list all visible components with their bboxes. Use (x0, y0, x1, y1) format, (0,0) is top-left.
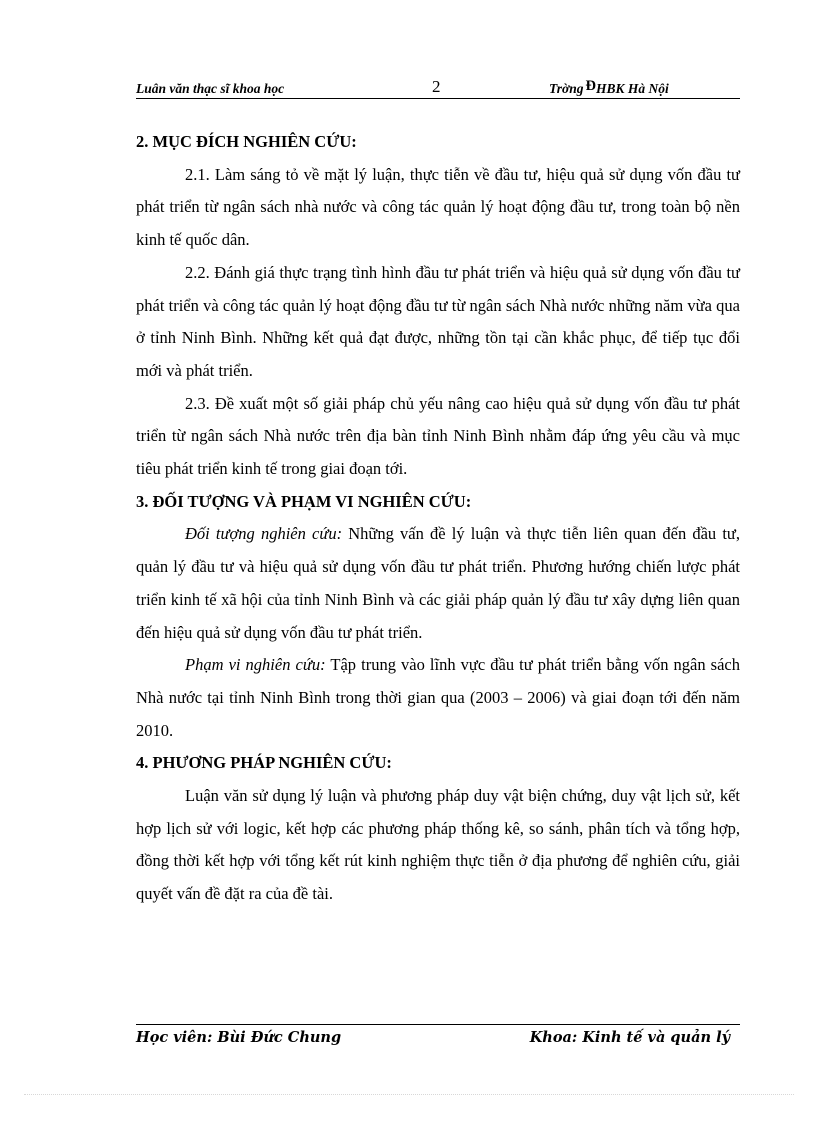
footer-faculty: Khoa: Kinh tế và quản lý (529, 1029, 730, 1046)
scope-range-paragraph (136, 649, 740, 747)
scope-object-text: Những vấn đề lý luận và thực tiễn liên quan đến đầu tư, quản lý đầu tư và hiệu quả sử dụng vốn đầu tư phát triển. Phương hướng chiến lược phát triển kinh tế xã hội của tỉnh Ninh Bình và các giải pháp quản lý đầu tư xây dựng liên quan đến hiệu quả sử dụng vốn đầu tư phát triển. (136, 524, 740, 642)
footer-student: Học viên: Bùi Đức Chung (136, 1029, 342, 1046)
purpose-paragraph-1: 2.1. Làm sáng tỏ về mặt lý luận, thực tiễn về đầu tư, hiệu quả sử dụng vốn đầu tư phát triển từ ngân sách nhà nước và công tác quản lý hoạt động đầu tư, trong toàn bộ nền kinh tế quốc dân. (136, 164, 740, 250)
section-heading-method: 4. PHƯƠNG PHÁP NGHIÊN CỨU: (136, 753, 392, 773)
header-thesis-title: Luân văn thạc sĩ khoa học (136, 81, 285, 96)
page-header (136, 76, 740, 99)
scope-range-text: Tập trung vào lĩnh vực đầu tư phát triển bằng vốn ngân sách Nhà nước tại tỉnh Ninh Bình trong thời gian qua (2003 – 2006) và giai đoạn tới đến năm 2010. (136, 655, 740, 740)
scope-range-lead: Phạm vi nghiên cứu: (185, 655, 326, 675)
page-number: 2 (432, 77, 441, 96)
page-body (136, 126, 740, 911)
page-edge-divider (24, 1094, 794, 1095)
method-paragraph: Luận văn sử dụng lý luận và phương pháp duy vật biện chứng, duy vật lịch sử, kết hợp lịch sử với logic, kết hợp các phương pháp thống kê, so sánh, phân tích và tổng hợp, đồng thời kết hợp với tổng kết rút kinh nghiệm thực tiễn ở địa phương để nghiên cứu, giải quyết vấn đề đặt ra của đề tài. (136, 786, 740, 904)
page-footer (136, 1024, 740, 1046)
header-university-prefix: Trờng (549, 81, 584, 96)
section-heading-scope: 3. ĐỐI TƯỢNG VÀ PHẠM VI NGHIÊN CỨU: (136, 491, 472, 511)
header-university-sup: Đ (585, 78, 596, 94)
scope-object-lead: Đối tượng nghiên cứu: (185, 524, 343, 544)
purpose-paragraph-2: 2.2. Đánh giá thực trạng tình hình đầu tư phát triển và hiệu quả sử dụng vốn đầu tư phát triển và công tác quản lý hoạt động đầu tư từ ngân sách Nhà nước những năm vừa qua ở tỉnh Ninh Bình. Những kết quả đạt được, những tồn tại cần khắc phục, để tiếp tục đổi mới và phát triển. (136, 262, 740, 380)
purpose-paragraph-3: 2.3. Đề xuất một số giải pháp chủ yếu nâng cao hiệu quả sử dụng vốn đầu tư phát triển từ ngân sách Nhà nước trên địa bàn tỉnh Ninh Bình nhằm đáp ứng yêu cầu và mục tiêu phát triển kinh tế trong giai đoạn tới. (136, 393, 740, 479)
scope-object-paragraph (136, 518, 740, 649)
header-university (549, 78, 669, 98)
section-heading-purpose: 2. MỤC ĐÍCH NGHIÊN CỨU: (136, 132, 357, 151)
header-university-suffix: HBK Hà Nội (596, 81, 669, 96)
